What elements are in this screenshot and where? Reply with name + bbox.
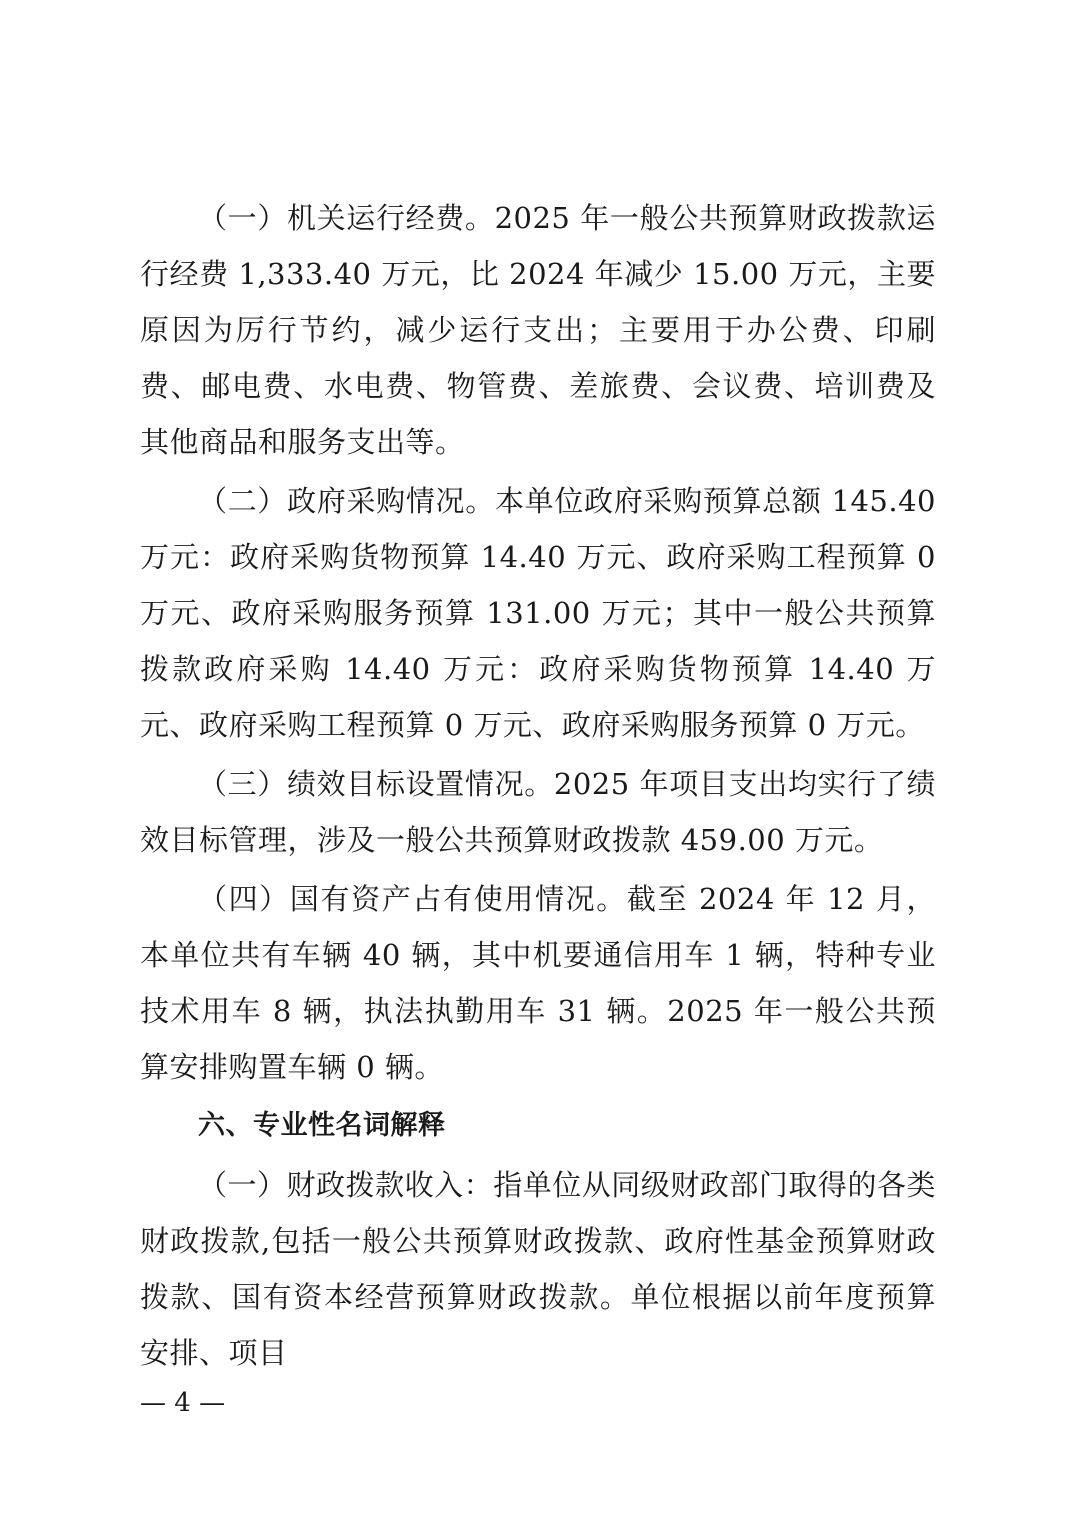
paragraph-lead: （四）国有资产占有使用情况。: [198, 882, 627, 916]
paragraph-definition: [140, 1157, 936, 1381]
paragraph-lead: （二）政府采购情况。: [198, 484, 495, 518]
paragraph-text: 截至 2024 年 12 月，本单位共有车辆 40 辆，其中机要通信用车 1 辆，特种专业技术用车 8 辆，执法执勤用车 31 辆。2025 年一般公共预算安排购置车辆 0 辆。: [140, 882, 936, 1084]
section-heading: 六、专业性名词解释: [198, 1110, 446, 1141]
paragraph-text: 指单位从同级财政部门取得的各类财政拨款,包括一般公共预算财政拨款、政府性基金预算财政拨款、国有资本经营预算财政拨款。单位根据以前年度预算安排、项目: [140, 1168, 936, 1370]
paragraph-lead: （三）绩效目标设置情况。: [198, 767, 554, 801]
paragraph-text: 本单位政府采购预算总额 145.40 万元：政府采购货物预算 14.40 万元、政府采购工程预算 0 万元、政府采购服务预算 131.00 万元；其中一般公共预算拨款政府采购 14.40 万元：政府采购货物预算 14.40 万元、政府采购工程预算 0 万元、政府采购服务预算 0 万元。: [140, 484, 936, 742]
paragraph-state-assets: [140, 871, 936, 1095]
document-body: [140, 190, 936, 1384]
paragraph-performance-targets: [140, 756, 936, 868]
paragraph-lead: （一）机关运行经费。: [198, 201, 495, 235]
paragraph-lead: （一）财政拨款收入：: [198, 1168, 494, 1202]
paragraph-text: 2025 年一般公共预算财政拨款运行经费 1,333.40 万元，比 2024 年减少 15.00 万元，主要原因为厉行节约，减少运行支出；主要用于办公费、印刷费、邮电费、水电费、物管费、差旅费、会议费、培训费及其他商品和服务支出等。: [140, 201, 936, 459]
paragraph-operating-expenses: [140, 190, 936, 470]
page-number: — 4 —: [140, 1388, 226, 1418]
paragraph-text: 2025 年项目支出均实行了绩效目标管理，涉及一般公共预算财政拨款 459.00 万元。: [140, 767, 936, 857]
paragraph-government-procurement: [140, 473, 936, 753]
